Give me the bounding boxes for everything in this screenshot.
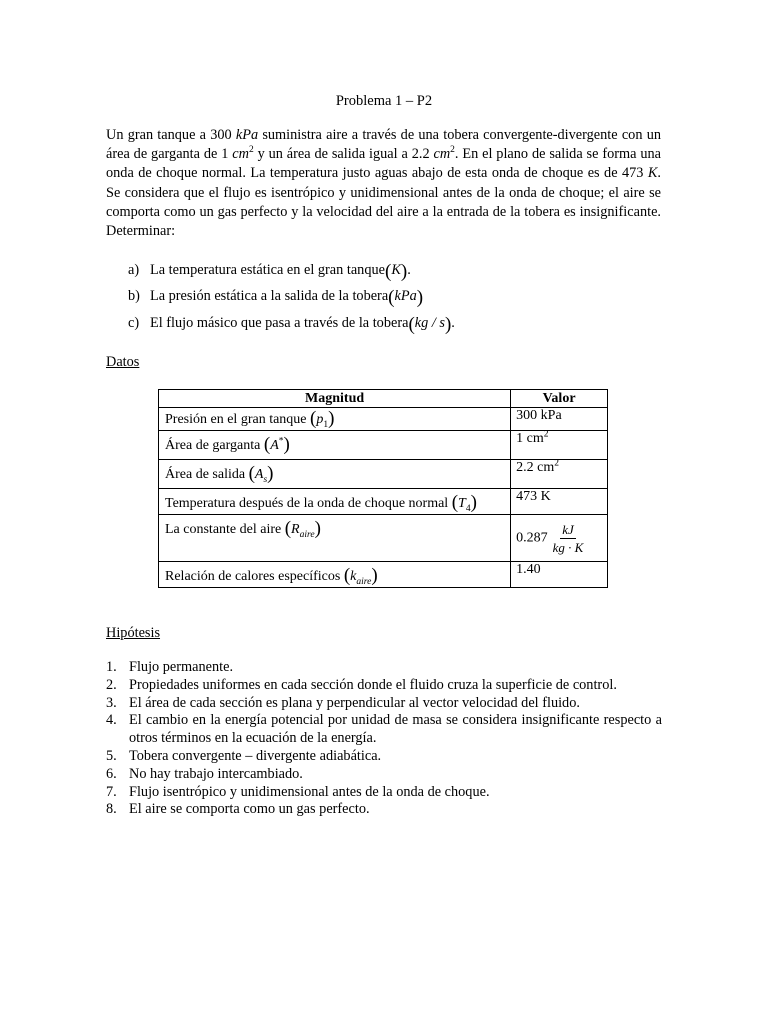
list-item: 5. Tobera convergente – divergente adiabática. bbox=[106, 747, 382, 764]
question-list bbox=[128, 257, 668, 337]
table-cell-value: 2.2 $cm^2$ bbox=[511, 460, 608, 489]
statement-text: suministra aire a través de una tobera convergente-divergente con un área de garganta de bbox=[106, 127, 661, 163]
data-table bbox=[158, 389, 608, 588]
problem-title: Problema 1 – P2 bbox=[335, 93, 433, 109]
math-pressure: 300 kPa bbox=[210, 127, 259, 143]
hypothesis-list bbox=[106, 659, 662, 819]
list-item: 8. El aire se comporta como un gas perfecto. bbox=[106, 801, 370, 818]
datos-heading: Datos bbox=[106, 354, 140, 370]
hipotesis-heading: Hipótesis bbox=[106, 625, 161, 641]
list-item: 2. Propiedades uniformes en cada sección donde el fluido cruza la superficie de control. bbox=[106, 676, 617, 693]
math-throat-area: 1 $cm^2$ bbox=[221, 145, 254, 163]
list-item: 3. El área de cada sección es plana y perpendicular al vector velocidad del fluido. bbox=[106, 694, 580, 711]
table-row: Temperatura después de la onda de choque normal $(T_4)$ 473 K bbox=[159, 489, 608, 515]
question-item: c) El flujo másico que pasa a través de la tobera ( kg / s ) . bbox=[128, 313, 455, 335]
table-row: Área de salida $(A_s)$ 2.2 $cm^2$ bbox=[159, 460, 608, 489]
table-cell-value: 300 kPa bbox=[511, 408, 608, 431]
statement-text: . Se considera que el flujo es isentrópico y unidimensional antes de la onda de choque; el aire se comporta como un gas perfecto y la velocidad del aire a la entrada de la tobera es insignificante. Determinar: bbox=[106, 165, 661, 240]
table-row: Relación de calores específicos $(k_{aire})$ 1.40 bbox=[159, 562, 608, 588]
header-valor: Valor bbox=[511, 390, 608, 408]
table-row: Presión en el gran tanque $(p_1)$ 300 kPa bbox=[159, 408, 608, 431]
unit-fraction: $\frac{kJ}{kg \cdot K}$ bbox=[552, 521, 584, 555]
table-header-row bbox=[159, 390, 608, 408]
table-cell-value: 0.287 $\frac{kJ}{kg \cdot K}$ bbox=[511, 515, 608, 562]
table-row: La constante del aire $(R_{aire})$ 0.287 $\frac{kJ}{kg \cdot K}$ bbox=[159, 515, 608, 562]
list-item: 1. Flujo permanente. bbox=[106, 659, 234, 675]
statement-text: . En el plano de salida se forma una onda de choque normal. La temperatura justo aguas abajo de esta onda de choque es de bbox=[106, 146, 661, 182]
statement-text: Un gran tanque a bbox=[106, 127, 211, 143]
question-item: b) La presión estática a la salida de la tobera ( kPa ) bbox=[128, 287, 424, 309]
problem-statement bbox=[106, 126, 661, 241]
question-item: a) La temperatura estática en el gran tanque ( K ) . bbox=[128, 260, 411, 282]
list-item: 7. Flujo isentrópico y unidimensional antes de la onda de choque. bbox=[106, 783, 490, 800]
statement-text: y un área de salida igual a bbox=[253, 146, 412, 163]
table-cell-value: 473 K bbox=[511, 489, 608, 515]
table-cell-value: 1 $cm^2$ bbox=[511, 431, 608, 460]
table-cell-value: 1.40 bbox=[511, 562, 608, 588]
math-temperature: 473 K bbox=[621, 165, 658, 182]
list-item: 4. El cambio en la energía potencial por unidad de masa se considera insignificante respecto a otros términos en la ecuación de la energía. bbox=[106, 712, 662, 747]
math-exit-area: 2.2 $cm^2$ bbox=[411, 145, 455, 163]
header-magnitud: Magnitud bbox=[159, 390, 511, 408]
list-item: 6. No hay trabajo intercambiado. bbox=[106, 765, 303, 782]
table-row: Área de garganta (A*) 1 $cm^2$ bbox=[159, 431, 608, 460]
